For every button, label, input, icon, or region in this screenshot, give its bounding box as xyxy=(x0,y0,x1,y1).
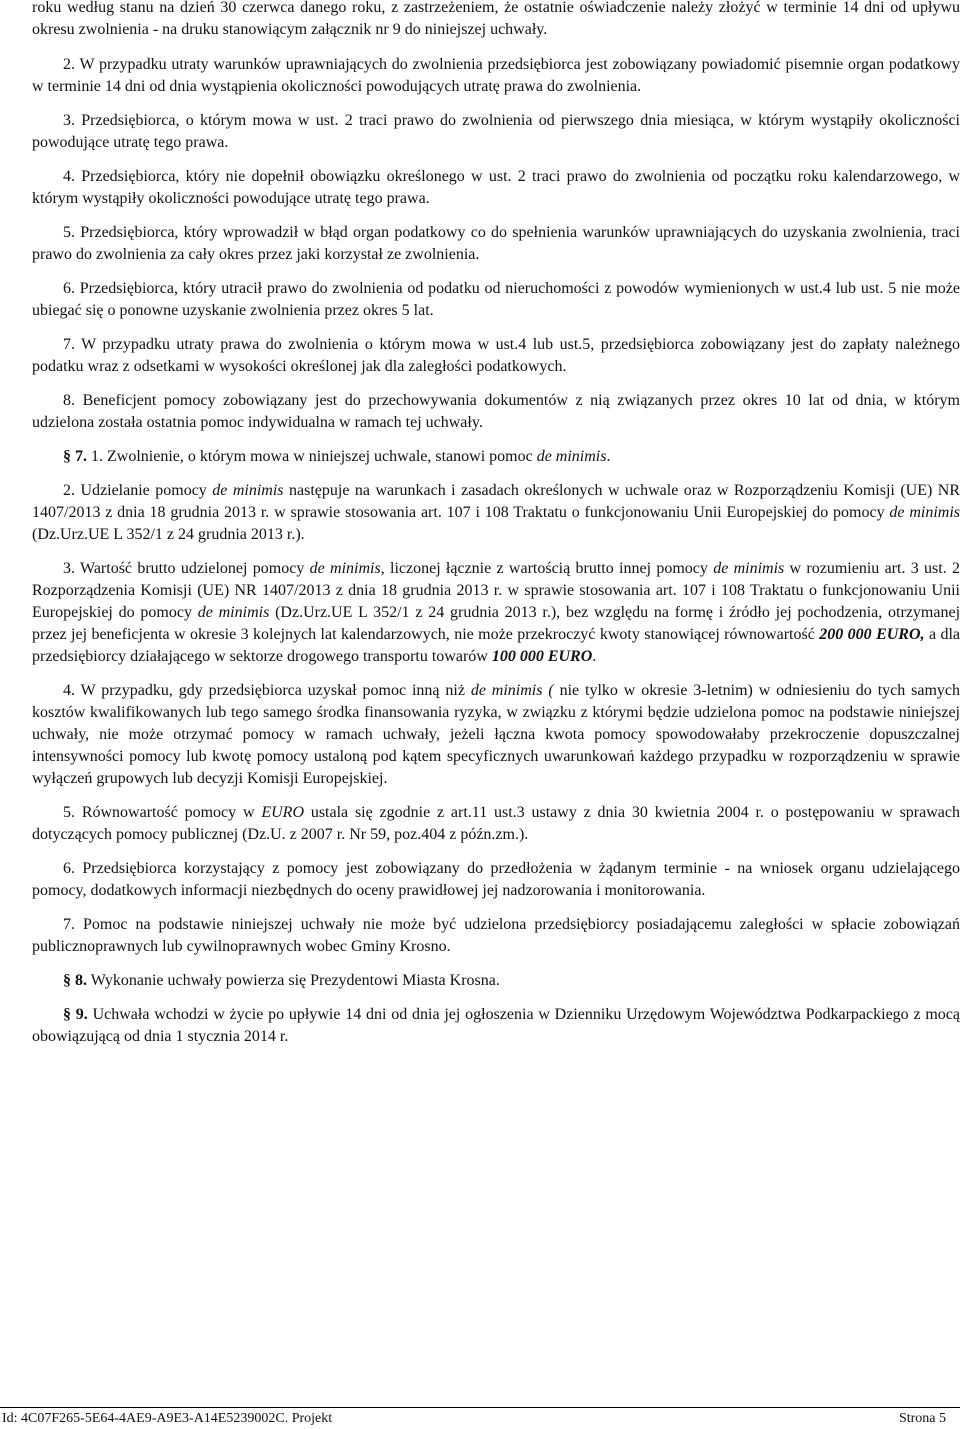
page-number: Strona 5 xyxy=(898,1411,946,1426)
paragraph-7: 7. W przypadku utraty prawa do zwolnienia o którym mowa w ust.4 lub ust.5, przedsiębiorca zobowiązany jest do zapłaty należnego podatku wraz z odsetkami w wysokości określonej jak dla zaległości podatkowych. xyxy=(32,336,960,375)
section-7-paragraph-1: § 7. 1. Zwolnienie, o którym mowa w niniejszej uchwale, stanowi pomoc de minimis. xyxy=(63,448,611,465)
document-id: Id: 4C07F265-5E64-4AE9-A9E3-A14E5239002C. Projekt xyxy=(2,1411,333,1426)
section-7-paragraph-7: 7. Pomoc na podstawie niniejszej uchwały nie może być udzielona przedsiębiorcy posiadającemu zaległości w spłacie zobowiązań publicznoprawnych lub cywilnoprawnych wobec Gminy Krosno. xyxy=(32,916,960,955)
section-7-paragraph-2: 2. Udzielanie pomocy de minimis następuje na warunkach i zasadach określonych w uchwale oraz w Rozporządzeniu Komisji (UE) NR 1407/2013 z dnia 18 grudnia 2013 r. w sprawie stosowania art. 107 i 108 Traktatu o funkcjonowaniu Unii Europejskiej do pomocy de minimis (Dz.Urz.UE L 352/1 z 24 grudnia 2013 r.). xyxy=(32,482,960,543)
section-8-number: § 8. xyxy=(63,972,87,989)
section-7-paragraph-6: 6. Przedsiębiorca korzystający z pomocy jest zobowiązany do przedłożenia w żądanym terminie - na wniosek organu udzielającego pomocy, dodatkowych informacji niezbędnych do oceny prawidłowej jej nadzorowania i monitorowania. xyxy=(32,860,960,899)
paragraph-4: 4. Przedsiębiorca, który nie dopełnił obowiązku określonego w ust. 2 traci prawo do zwolnienia od początku roku kalendarzowego, w którym wystąpiły okoliczności powodujące utratę tego prawa. xyxy=(32,168,960,207)
paragraph-2: 2. W przypadku utraty warunków uprawniających do zwolnienia przedsiębiorca jest zobowiązany powiadomić pisemnie organ podatkowy w terminie 14 dni od dnia wystąpienia okoliczności powodujących utratę prawa do zwolnienia. xyxy=(32,56,960,95)
document-body xyxy=(32,0,960,1060)
paragraph-8: 8. Beneficjent pomocy zobowiązany jest do przechowywania dokumentów z nią związanych przez okres 10 lat od dnia, w którym udzielona została ostatnia pomoc indywidualna w ramach tej uchwały. xyxy=(32,392,960,431)
paragraph-6: 6. Przedsiębiorca, który utracił prawo do zwolnienia od podatku od nieruchomości z powodów wymienionych w ust.4 lub ust. 5 nie może ubiegać się o ponowne uzyskanie zwolnienia przez okres 5 lat. xyxy=(32,280,960,319)
section-7-number: § 7. xyxy=(63,448,87,465)
page-footer xyxy=(0,1407,960,1429)
paragraph-5: 5. Przedsiębiorca, który wprowadził w błąd organ podatkowy co do spełnienia warunków uprawniających do uzyskania zwolnienia, traci prawo do zwolnienia za cały okres przez jaki korzystał ze zwolnienia. xyxy=(32,224,960,263)
paragraph-continuation: roku według stanu na dzień 30 czerwca danego roku, z zastrzeżeniem, że ostatnie oświadczenie należy złożyć w terminie 14 dni od upływu okresu zwolnienia - na druku stanowiącym załącznik nr 9 do niniejszej uchwały. xyxy=(32,0,960,38)
section-9-number: § 9. xyxy=(63,1006,88,1023)
section-7-paragraph-5: 5. Równowartość pomocy w EURO ustala się zgodnie z art.11 ust.3 ustawy z dnia 30 kwietnia 2004 r. o postępowaniu w sprawach dotyczących pomocy publicznej (Dz.U. z 2007 r. Nr 59, poz.404 z późn.zm.). xyxy=(32,804,960,843)
section-7-paragraph-4: 4. W przypadku, gdy przedsiębiorca uzyskał pomoc inną niż de minimis ( nie tylko w okresie 3-letnim) w odniesieniu do tych samych kosztów kwalifikowanych lub tego samego środka finansowania ryzyka, w związku z którymi będzie udzielona pomoc na podstawie niniejszej uchwały, nie może otrzymać pomocy w ramach uchwały, jeżeli łączna kwota pomocy spowodowałaby przekroczenie dopuszczalnej intensywności pomocy lub kwotę pomocy ustaloną pod kątem specyficznych uwarunkowań każdego przypadku w rozporządzeniu w sprawie wyłączeń grupowych lub decyzji Komisji Europejskiej. xyxy=(32,682,960,787)
section-7-paragraph-3: 3. Wartość brutto udzielonej pomocy de minimis, liczonej łącznie z wartością brutto innej pomocy de minimis w rozumieniu art. 3 ust. 2 Rozporządzenia Komisji (UE) NR 1407/2013 z dnia 18 grudnia 2013 r. w sprawie stosowania art. 107 i 108 Traktatu o funkcjonowaniu Unii Europejskiej do pomocy de minimis (Dz.Urz.UE L 352/1 z 24 grudnia 2013 r.), bez względu na formę i źródło jej pochodzenia, otrzymanej przez jej beneficjenta w okresie 3 kolejnych lat kalendarzowych, nie może przekroczyć kwoty stanowiącej równowartość 200 000 EURO, a dla przedsiębiorcy działającego w sektorze drogowego transportu towarów 100 000 EURO. xyxy=(32,560,960,665)
section-9: § 9. Uchwała wchodzi w życie po upływie 14 dni od dnia jej ogłoszenia w Dzienniku Urzędowym Województwa Podkarpackiego z mocą obowiązującą od dnia 1 stycznia 2014 r. xyxy=(32,1006,960,1045)
paragraph-3: 3. Przedsiębiorca, o którym mowa w ust. 2 traci prawo do zwolnienia od pierwszego dnia miesiąca, w którym wystąpiły okoliczności powodujące utratę tego prawa. xyxy=(32,112,960,151)
section-8: § 8. Wykonanie uchwały powierza się Prezydentowi Miasta Krosna. xyxy=(63,972,500,989)
